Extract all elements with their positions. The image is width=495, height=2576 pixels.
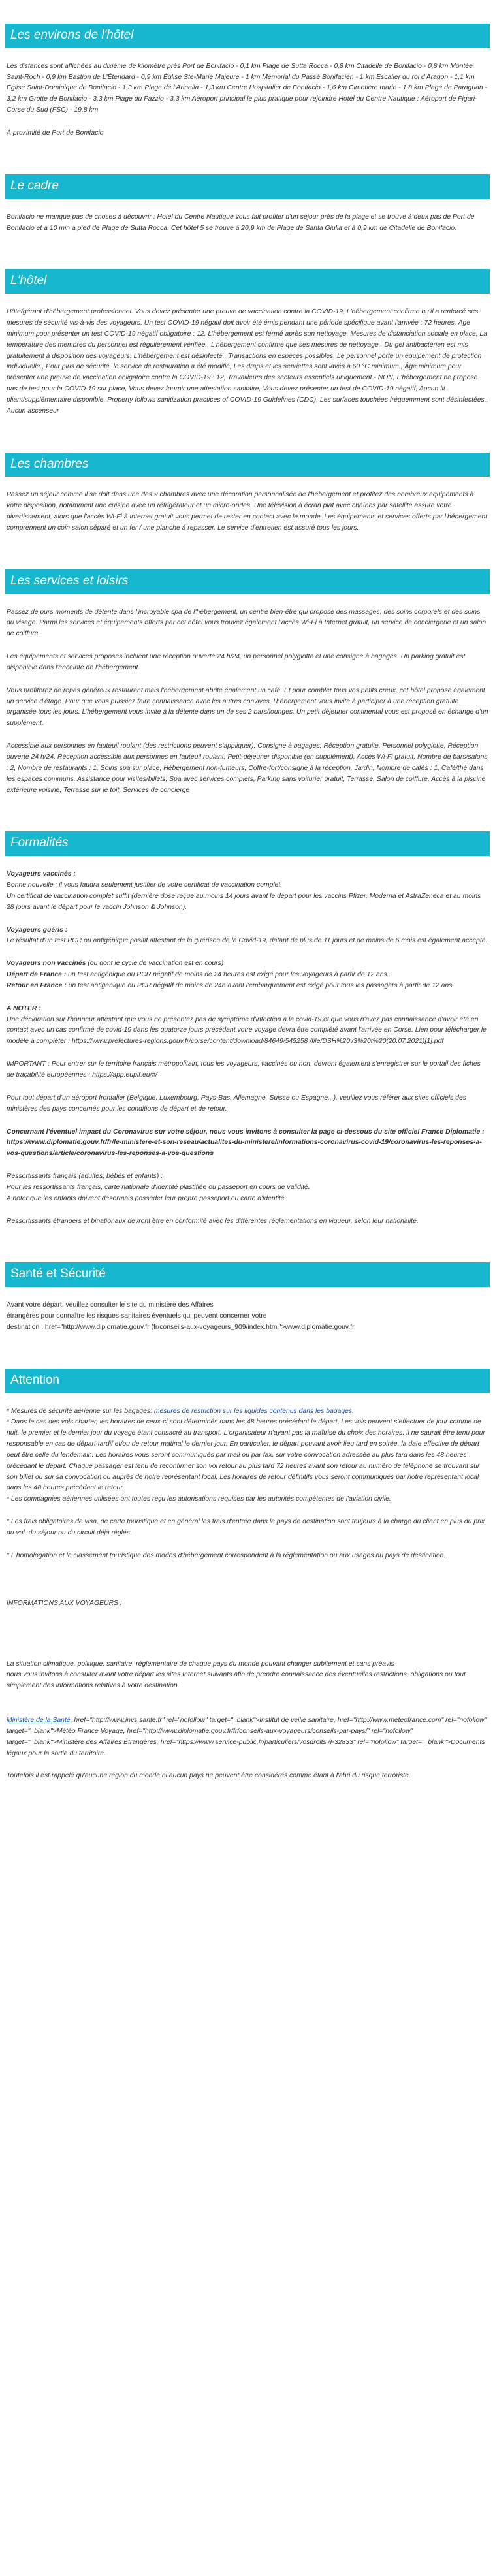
attention-compagnies: * Les compagnies aériennes utilisées ont toutes reçu les autorisations requises par les autorités compétentes de l'aviation civile.	[7, 1495, 391, 1503]
chambres-text: Passez un séjour comme il se doit dans une des 9 chambres avec une décoration personnalisée de l'hébergement et profitez des nombreux équipements à votre disposition, notamment une cuisine avec un réfrigérateur et un micro-ondes. Une télévision à écran plat avec chaînes par satellite assure votre divertissement, alors que l'accès Wi-Fi à Internet gratuit vous permet de rester en contact avec le monde. Les équipements et services offerts par l'hébergement comprennent un coin salon séparé et un fer / une planche à repasser. Le service d'entretien est assuré tous les jours.	[7, 491, 488, 532]
environs-distances: Les distances sont affichées au dixième de kilomètre près Port de Bonifacio - 0,1 km Plage de Sutta Rocca - 0,8 km Citadelle de Bonifacio - 0,8 km Montée Saint-Roch - 0,9 km Bastion de L'Étendard - 0,9 km Église Ste-Marie Majeure - 1 km Mémorial du Passé Bonifacien - 1 km Escalier du roi d'Aragon - 1,1 km Église Saint-Dominique de Bonifacio - 1,3 km Plage de l'Arinella - 1,3 km Centre Hospitalier de Bonifacio - 1,6 km Cimetière marin - 1,8 km Plage de Paraguan - 3,2 km Grotte de Bonifacio - 3,3 km Plage du Fazzio - 3,3 km Aéroport principal le plus pratique pour rejoindre Hotel du Centre Nautique : Aéroport de Figari-Corse du Sud (FSC) - 19,8 km	[7, 62, 488, 114]
attention-visa: * Les frais obligatoires de visa, de carte touristique et en général les frais d'entrée dans le pays de destination sont toujours à la charge du client en plus du prix du vol, du séjour ou du circuit déjà réglés.	[7, 1518, 485, 1536]
services-list: Accessible aux personnes en fauteuil roulant (des restrictions peuvent s'appliquer), Consigne à bagages, Réception gratuite, Personnel polyglotte, Réception ouverte 24 h/24, Réception accessible aux personnes en fauteuil roulant, Petit-déjeuner disponible (en supplément), Accès Wi-Fi gratuit, Nombre de bars/salons : 2, Nombre de restaurants : 1, Soins spa sur place, Hébergement non-fumeurs, Coffre-fort/consigne à la réception, Jardin, Nombre de cafés : 1, Café/thé dans les espaces communs, Assistance pour visites/billets, Spa avec services complets, Parking sans voiturier gratuit, Terrasse, Salon de coiffure, Accès à la piscine extérieure voisine, Terrasse sur le toit, Services de concierge	[7, 742, 488, 794]
section-formalites	[5, 831, 490, 1227]
environs-proximity: À proximité de Port de Bonifacio	[7, 129, 104, 137]
frontalier-text: Pour tout départ d'un aéroport frontalier (Belgique, Luxembourg, Pays-Bas, Allemagne, Suisse ou Espagne...), veuillez vous référer aux sites officiels des ministères des pays concernés pour les conditions de départ et de retour.	[7, 1094, 466, 1113]
cadre-text: Bonifacio ne manque pas de choses à découvrir ; Hotel du Centre Nautique vous fait profiter d'un séjour près de la plage et se trouve à deux pas de Port de Bonifacio et à 10 min à pied de Plage de Sutta Rocca. Cet hôtel 5 se trouve à 20,9 km de Plage de Santa Giulia et à 0,9 km de Citadelle de Bonifacio.	[7, 213, 475, 232]
retour-text: un test antigénique ou PCR négatif de moins de 24h avant l'embarquement est exigé pour tous les passagers à partir de 12 ans.	[66, 981, 455, 989]
liquides-link[interactable]: mesures de restriction sur les liquides contenus dans les bagages	[153, 1407, 353, 1415]
section-title-environs: Les environs de l'hôtel	[5, 24, 490, 48]
section-attention	[5, 1369, 490, 1783]
section-title-sante: Santé et Sécurité	[5, 1262, 490, 1287]
section-sante	[5, 1262, 490, 1333]
section-body-environs	[5, 61, 490, 139]
section-title-chambres: Les chambres	[5, 453, 490, 477]
non-vaccines-line	[7, 959, 488, 970]
depart-line	[7, 970, 488, 981]
ressortissants-text-2: A noter que les enfants doivent désormais posséder leur propre passeport ou carte d'identité.	[7, 1194, 287, 1202]
info-voyageurs-heading: INFORMATIONS AUX VOYAGEURS :	[7, 1599, 122, 1607]
etrangers-text: devront être en conformité avec les différentes réglementations en vigueur, selon leur nationalité.	[125, 1217, 419, 1225]
section-body-sante	[5, 1300, 490, 1333]
info-voyageurs-text-1: La situation climatique, politique, sanitaire, réglementaire de chaque pays du monde pouvant changer subitement et sans préavis	[7, 1660, 394, 1668]
vaccines-heading: Voyageurs vaccinés :	[7, 870, 76, 878]
diplomatie-link[interactable]: https://www.diplomatie.gouv.fr/fr/le-ministere-et-son-reseau/actualites-du-ministere/informations-coronavirus-covid-19/coronavirus-les-reponses-a-vos-questions/article/coronavirus-les-reponses-a-vos-questions	[7, 1139, 482, 1158]
vaccines-text-1: Bonne nouvelle : il vous faudra seulement justifier de votre certificat de vaccination complet.	[7, 882, 283, 889]
sante-line-1: Avant votre départ, veuillez consulter le site du ministère des Affaires	[7, 1301, 214, 1309]
attention-charter: * Dans le cas des vols charter, les horaires de ceux-ci sont déterminés dans les 48 heures précédant le départ. Les vols peuvent s'effectuer de jour comme de nuit, le premier et le dernier jour du voyage étant consacré au transport. L'organisateur n'ayant pas la maîtrise du choix des horaires, il ne saurait être tenu pour responsable en cas de départ tardif et/ou de retour matinal le dernier jour. En particulier, le départ pouvant avoir lieu tard en soirée, la date effective de départ peut être celle du lendemain. Les horaires vous seront communiqués par mail ou par fax, sur votre convocation adressée au plus tard dans les 48 heures précédant le départ. Chaque passager est tenu de reconfirmer son vol retour au plus tard 72 heures avant son retour au numéro de téléphone se trouvant sur son billet ou sur sa convocation ou auprès de notre représentant local. Les horaires de retour définitifs vous seront communiqués par notre représentant local dans les 48 heures précédant le retour.	[7, 1418, 485, 1492]
ressortissants-text-1: Pour les ressortissants français, carte nationale d'identité plastifiée ou passeport en cours de validité.	[7, 1183, 310, 1191]
a-noter-heading: A NOTER :	[7, 1004, 41, 1012]
services-restauration: Vous profiterez de repas généreux restaurant mais l'hébergement abrite également un café. Et pour combler tous vos petits creux, cet hôtel propose également un service d'étage. Pour que vous puissiez faire connaissance avec les autres convives, l'hébergement vous invite à participer à une réception gratuite organisée tous les jours. L'hébergement vous invite à la détente dans un de ses 2 bars/lounges. Un petit déjeuner continental vous est proposé en échange d'un supplément.	[7, 686, 488, 727]
section-title-cadre: Le cadre	[5, 174, 490, 199]
ressortissants-heading: Ressortissants français (adultes, bébés et enfants) :	[7, 1173, 163, 1181]
services-spa: Passez de purs moments de détente dans l'incroyable spa de l'hébergement, un centre bien-être qui propose des massages, des soins corporels et des soins du visage. Parmi les services et équipements offerts par cet hôtel vous trouvez également l'accès Wi-Fi à Internet gratuit, un service de conciergerie et un salon de coiffure.	[7, 608, 487, 638]
section-services	[5, 569, 490, 797]
info-links-line	[7, 1715, 488, 1759]
section-chambres	[5, 453, 490, 534]
gueris-heading: Voyageurs guéris :	[7, 926, 68, 934]
depart-text: un test antigénique ou PCR négatif de moins de 24 heures est exigé pour les voyageurs à partir de 12 ans.	[66, 971, 389, 979]
etrangers-line	[7, 1216, 488, 1228]
gueris-text: Le résultat d'un test PCR ou antigénique positif attestant de la guérison de la Covid-19, datant de plus de 11 jours et de moins de 6 mois est également accepté.	[7, 937, 488, 945]
hotel-text: Hôte/gérant d'hébergement professionnel. Vous devez présenter une preuve de vaccination contre la COVID-19, L'hébergement confirme qu'il a renforcé ses mesures de sécurité vis-à-vis des voyageurs, Un test COVID-19 négatif doit avoir été émis pendant une période spécifique avant l'arrivée : 72 heures, Âge minimum pour présenter un test COVID-19 négatif obligatoire : 12, L'hébergement est fermé après son nettoyage, Mesures de distanciation sociale en place, La température des membres du personnel est régulièrement vérifiée., L'hébergement confirme que ses mesures de nettoyage,, Du gel antibactérien est mis gratuitement à disposition des voyageurs, L'hébergement est désinfecté., Transactions en espèces possibles, Le personnel porte un équipement de protection individuelle., Pour plus de sécurité, le service de restauration a été modifié, Les draps et les serviettes sont lavés à 60 °C minimum., Âge minimum pour présenter une preuve de vaccination obligatoire contre la COVID-19 : 12, Travailleurs des secteurs essentiels uniquement - NON, L'hébergement ne propose pas de test pour la COVID-19 sur place, Vous devez fournir une attestation sanitaire, Vous devez présenter un test de COVID-19 négatif, Aucun lit pliant/supplémentaire disponible, Property follows sanitization practices of COVID-19 Guidelines (CDC), Les surfaces touchées fréquemment sont désinfectées., Aucun ascenseur	[7, 308, 488, 415]
ministere-sante-link[interactable]: Ministère de la Santé	[7, 1717, 71, 1725]
attention-terrorisme: Toutefois il est rappelé qu'aucune région du monde ni aucun pays ne peuvent être considérés comme étant à l'abri du risque terroriste.	[7, 1772, 411, 1780]
services-reception: Les équipements et services proposés incluent une réception ouverte 24 h/24, un personnel polyglotte et une consigne à bagages. Un parking gratuit est disponible dans l'enceinte de l'hébergement.	[7, 653, 466, 671]
section-body-chambres	[5, 490, 490, 533]
section-body-formalites	[5, 869, 490, 1227]
diplomatie-heading: Concernant l'éventuel impact du Coronavirus sur votre séjour, nous vous invitons à consulter la page ci-dessous du site officiel France Diplomatie :	[7, 1128, 485, 1136]
non-vaccines-heading: Voyageurs non vaccinés	[7, 960, 86, 968]
section-title-attention: Attention	[5, 1369, 490, 1393]
section-hotel	[5, 269, 490, 417]
section-body-cadre	[5, 212, 490, 234]
sante-line-3: destination : href="http://www.diplomatie.gouv.fr (fr/conseils-aux-voyageurs_909/index.html">www.diplomatie.gouv.fr	[7, 1323, 355, 1331]
depart-heading: Départ de France :	[7, 971, 67, 979]
section-title-hotel: L'hôtel	[5, 269, 490, 294]
attention-bagages-label: * Mesures de sécurité aérienne sur les bagages:	[7, 1407, 154, 1415]
section-body-services	[5, 607, 490, 797]
section-environs	[5, 24, 490, 139]
section-title-formalites: Formalités	[5, 831, 490, 856]
section-title-services: Les services et loisirs	[5, 569, 490, 594]
attention-homologation: * L'homologation et le classement touristique des modes d'hébergement correspondent à la réglementation ou aux usages du pays de destination.	[7, 1551, 446, 1559]
vaccines-text-2: Un certificat de vaccination complet suffit (dernière dose reçue au moins 14 jours avant le départ pour les vaccins Pfizer, Moderna et AstraZeneca et au moins 28 jours avant le départ pour le vaccin Johnson & Johnson).	[7, 892, 481, 911]
info-links-rest: , href="http://www.invs.sante.fr" rel="nofollow" target="_blank">Institut de veille sanitaire, href="http://www.meteofrance.com" rel="nofollow" target="_blank">Météo France Voyage, href="http://www.diplomatie.gouv.fr/fr/conseils-aux-voyageurs/conseils-par-pays/" rel="nofollow" target="_blank">Ministère des Affaires Étrangères, href="https://www.service-public.fr/particuliers/vosdroits /F32833" rel="nofollow" target="_blank">Documents légaux pour la sortie du territoire.	[7, 1717, 487, 1757]
non-vaccines-note: (ou dont le cycle de vaccination est en cours)	[86, 960, 224, 968]
a-noter-text: Une déclaration sur l'honneur attestant que vous ne présentez pas de symptôme d'infection à la covid-19 et que vous n'avez pas connaissance d'avoir été en contact avec un cas confirmé de covid-19 dans les quatorze jours précédant votre voyage devra être complété avant l'arrivée en Corse. Lien pour télécharger le modèle à compléter : https://www.prefectures-regions.gouv.fr/corse/content/download/84649/545258 /file/DSH%20v3%20t%20(20.07.2021)[1].pdf	[7, 1015, 487, 1045]
retour-heading: Retour en France :	[7, 981, 67, 989]
attention-bagages-end: .	[352, 1407, 354, 1415]
section-body-hotel	[5, 307, 490, 417]
etrangers-heading: Ressortissants étrangers et binationaux	[7, 1217, 126, 1225]
sante-line-2: étrangères pour connaître les risques sanitaires éventuels qui peuvent concerner votre	[7, 1312, 267, 1320]
info-voyageurs-text-2: nous vous invitons à consulter avant votre départ les sites Internet suivants afin de prendre connaissance des éventuelles restrictions, obligations ou tout simplement des informations relatives à votre destination.	[7, 1671, 466, 1690]
retour-line	[7, 981, 488, 992]
section-cadre	[5, 174, 490, 234]
attention-bagages	[7, 1407, 488, 1418]
section-body-attention	[5, 1407, 490, 1783]
important-text: IMPORTANT : Pour entrer sur le territoire français métropolitain, tous les voyageurs, vaccinés ou non, devront également s'enregistrer sur le portail des fiches de traçabilité européennes : https://app.euplf.eu/#/	[7, 1060, 481, 1079]
